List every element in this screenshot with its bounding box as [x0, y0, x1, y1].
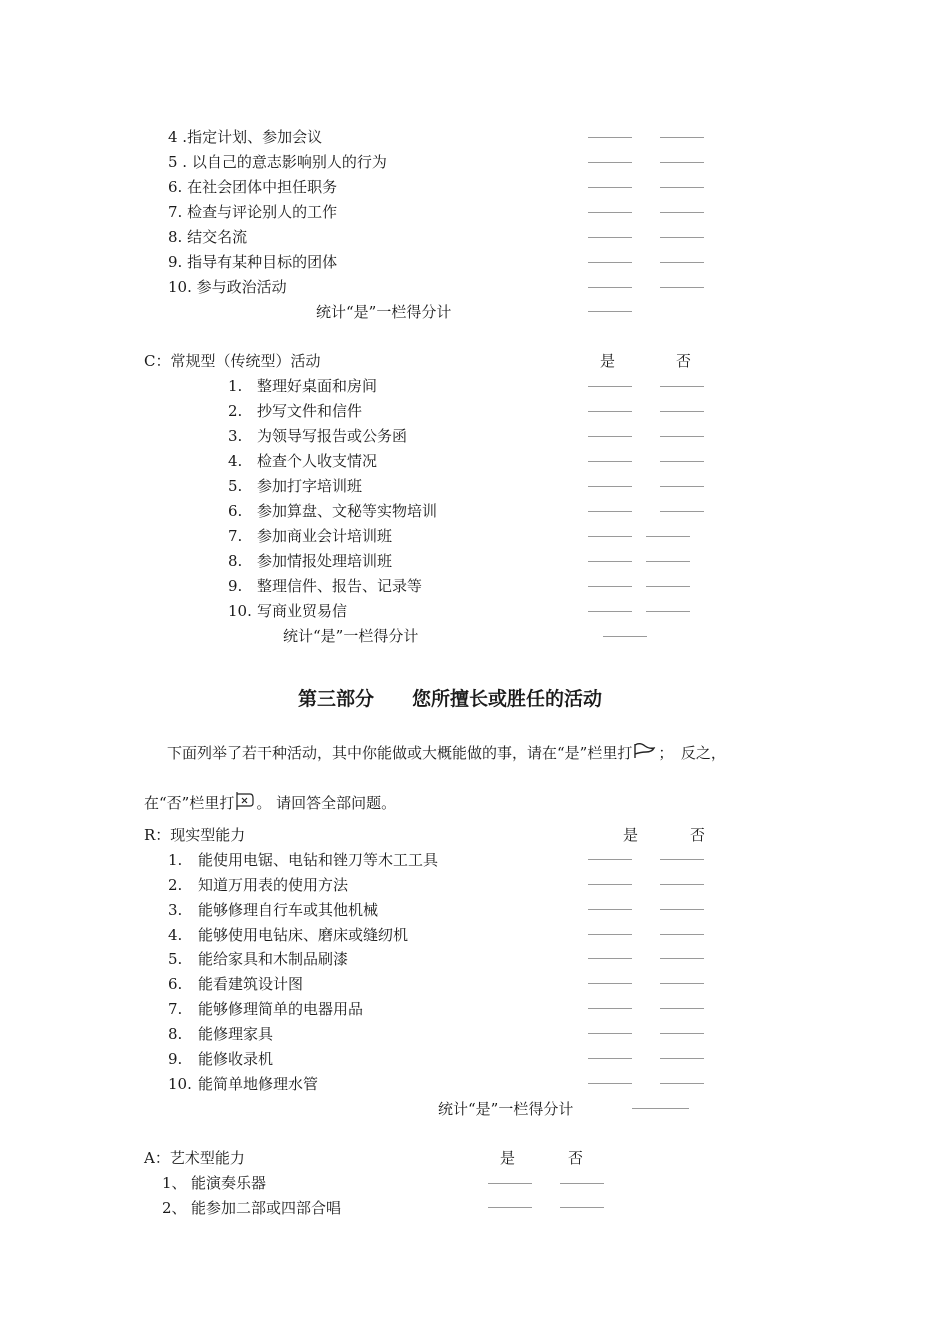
score-total-label: 统计“是”一栏得分计 — [283, 627, 419, 645]
instructions-text: 在“否”栏里打 — [144, 794, 235, 812]
yes-answer-blank[interactable] — [588, 1033, 632, 1034]
yes-answer-blank[interactable] — [588, 586, 632, 587]
no-answer-blank[interactable] — [660, 983, 704, 984]
no-answer-blank[interactable] — [660, 137, 704, 138]
no-answer-blank[interactable] — [660, 859, 704, 860]
question-item: 10. 参与政治活动 — [168, 278, 287, 296]
no-answer-blank[interactable] — [660, 909, 704, 910]
question-item: 6. 在社会团体中担任职务 — [168, 178, 338, 196]
cross-mark-icon — [234, 791, 256, 816]
item-number: 10. — [168, 1075, 192, 1093]
no-answer-blank[interactable] — [660, 884, 704, 885]
yes-answer-blank[interactable] — [588, 212, 632, 213]
check-mark-icon — [632, 741, 658, 766]
yes-answer-blank[interactable] — [588, 137, 632, 138]
yes-answer-blank[interactable] — [588, 187, 632, 188]
no-answer-blank[interactable] — [660, 411, 704, 412]
question-item: 4 .指定计划、参加会议 — [168, 128, 323, 146]
no-answer-blank[interactable] — [646, 611, 690, 612]
section-heading: C：常规型（传统型）活动 — [144, 352, 321, 370]
question-item: 8. 结交名流 — [168, 228, 248, 246]
item-number: 6. — [228, 502, 243, 520]
yes-column-header: 是 — [623, 826, 639, 844]
no-answer-blank[interactable] — [660, 934, 704, 935]
no-answer-blank[interactable] — [560, 1207, 604, 1208]
question-item: 检查个人收支情况 — [257, 452, 378, 470]
question-item: 能够修理简单的电器用品 — [198, 1000, 364, 1018]
yes-answer-blank[interactable] — [588, 461, 632, 462]
question-item: 参加情报处理培训班 — [257, 552, 393, 570]
question-item: 能看建筑设计图 — [198, 975, 304, 993]
question-item: 能够修理自行车或其他机械 — [198, 901, 379, 919]
question-item: 参加算盘、文秘等实物培训 — [257, 502, 438, 520]
yes-answer-blank[interactable] — [588, 536, 632, 537]
item-number: 2、 — [162, 1199, 187, 1217]
yes-answer-blank[interactable] — [588, 859, 632, 860]
yes-answer-blank[interactable] — [588, 386, 632, 387]
yes-answer-blank[interactable] — [588, 511, 632, 512]
no-answer-blank[interactable] — [660, 162, 704, 163]
instructions-text: 。 请回答全部问题。 — [256, 794, 397, 812]
item-number: 4. — [168, 926, 183, 944]
yes-answer-blank[interactable] — [588, 1083, 632, 1084]
no-answer-blank[interactable] — [660, 1008, 704, 1009]
no-answer-blank[interactable] — [660, 386, 704, 387]
yes-answer-blank[interactable] — [588, 287, 632, 288]
item-number: 8. — [228, 552, 243, 570]
question-item: 9. 指导有某种目标的团体 — [168, 253, 338, 271]
no-answer-blank[interactable] — [646, 536, 690, 537]
question-item: 能修理家具 — [198, 1025, 274, 1043]
question-item: 知道万用表的使用方法 — [198, 876, 349, 894]
item-number: 8. — [168, 1025, 183, 1043]
question-item: 整理信件、报告、记录等 — [257, 577, 423, 595]
item-number: 10. — [228, 602, 252, 620]
instructions-text: 下面列举了若干种活动，其中你能做或大概能做的事，请在“是”栏里打 — [167, 744, 633, 762]
item-number: 6. — [168, 975, 183, 993]
no-column-header: 否 — [676, 352, 692, 370]
item-number: 2. — [168, 876, 183, 894]
yes-answer-blank[interactable] — [588, 411, 632, 412]
no-answer-blank[interactable] — [646, 561, 690, 562]
question-item: 能参加二部或四部合唱 — [191, 1199, 342, 1217]
score-total-label: 统计“是”一栏得分计 — [438, 1100, 574, 1118]
item-number: 3. — [228, 427, 243, 445]
no-answer-blank[interactable] — [646, 586, 690, 587]
question-item: 7. 检查与评论别人的工作 — [168, 203, 338, 221]
question-item: 为领导写报告或公务函 — [257, 427, 408, 445]
item-number: 5. — [168, 950, 183, 968]
question-item: 能修收录机 — [198, 1050, 274, 1068]
yes-answer-blank[interactable] — [588, 611, 632, 612]
score-total-blank[interactable] — [603, 636, 647, 637]
yes-column-header: 是 — [600, 352, 616, 370]
yes-answer-blank[interactable] — [588, 1008, 632, 1009]
yes-answer-blank[interactable] — [488, 1183, 532, 1184]
item-number: 1、 — [162, 1174, 187, 1192]
yes-answer-blank[interactable] — [588, 884, 632, 885]
item-number: 1. — [168, 851, 183, 869]
score-total-blank[interactable] — [588, 311, 632, 312]
yes-answer-blank[interactable] — [588, 262, 632, 263]
item-number: 7. — [168, 1000, 183, 1018]
item-number: 1. — [228, 377, 243, 395]
yes-answer-blank[interactable] — [588, 237, 632, 238]
no-answer-blank[interactable] — [660, 461, 704, 462]
instructions-line-1 — [167, 741, 726, 766]
no-answer-blank[interactable] — [660, 187, 704, 188]
no-answer-blank[interactable] — [660, 511, 704, 512]
no-answer-blank[interactable] — [660, 958, 704, 959]
instructions-text: ； 反之， — [658, 744, 726, 762]
item-number: 5. — [228, 477, 243, 495]
question-item: 能使用电锯、电钻和锉刀等木工工具 — [198, 851, 439, 869]
no-answer-blank[interactable] — [660, 1083, 704, 1084]
instructions-line-2 — [144, 791, 396, 816]
no-answer-blank[interactable] — [660, 1058, 704, 1059]
item-number: 7. — [228, 527, 243, 545]
question-item: 能给家具和木制品刷漆 — [198, 950, 349, 968]
score-total-label: 统计“是”一栏得分计 — [316, 303, 452, 321]
item-number: 3. — [168, 901, 183, 919]
no-answer-blank[interactable] — [660, 1033, 704, 1034]
no-answer-blank[interactable] — [660, 262, 704, 263]
yes-column-header: 是 — [500, 1149, 516, 1167]
yes-answer-blank[interactable] — [588, 486, 632, 487]
part-title: 第三部分 您所擅长或胜任的活动 — [298, 688, 603, 710]
yes-answer-blank[interactable] — [588, 934, 632, 935]
no-column-header: 否 — [568, 1149, 584, 1167]
question-item: 能够使用电钻床、磨床或缝纫机 — [198, 926, 409, 944]
yes-answer-blank[interactable] — [588, 958, 632, 959]
yes-answer-blank[interactable] — [588, 1058, 632, 1059]
item-number: 4. — [228, 452, 243, 470]
no-answer-blank[interactable] — [660, 237, 704, 238]
no-column-header: 否 — [690, 826, 706, 844]
question-item: 参加打字培训班 — [257, 477, 363, 495]
score-total-blank[interactable] — [632, 1108, 689, 1109]
question-item: 参加商业会计培训班 — [257, 527, 393, 545]
yes-answer-blank[interactable] — [588, 983, 632, 984]
yes-answer-blank[interactable] — [588, 909, 632, 910]
section-heading: R：现实型能力 — [144, 826, 246, 844]
question-item: 能简单地修理水管 — [198, 1075, 319, 1093]
no-answer-blank[interactable] — [560, 1183, 604, 1184]
question-item: 整理好桌面和房间 — [257, 377, 378, 395]
item-number: 9. — [168, 1050, 183, 1068]
yes-answer-blank[interactable] — [588, 162, 632, 163]
yes-answer-blank[interactable] — [588, 436, 632, 437]
section-heading: A：艺术型能力 — [144, 1149, 245, 1167]
yes-answer-blank[interactable] — [488, 1207, 532, 1208]
item-number: 9. — [228, 577, 243, 595]
no-answer-blank[interactable] — [660, 287, 704, 288]
question-item: 能演奏乐器 — [191, 1174, 267, 1192]
question-item: 抄写文件和信件 — [257, 402, 363, 420]
item-number: 2. — [228, 402, 243, 420]
no-answer-blank[interactable] — [660, 212, 704, 213]
yes-answer-blank[interactable] — [588, 561, 632, 562]
question-item: 写商业贸易信 — [257, 602, 348, 620]
no-answer-blank[interactable] — [660, 486, 704, 487]
question-item: 5 . 以自己的意志影响别人的行为 — [168, 153, 387, 171]
no-answer-blank[interactable] — [660, 436, 704, 437]
